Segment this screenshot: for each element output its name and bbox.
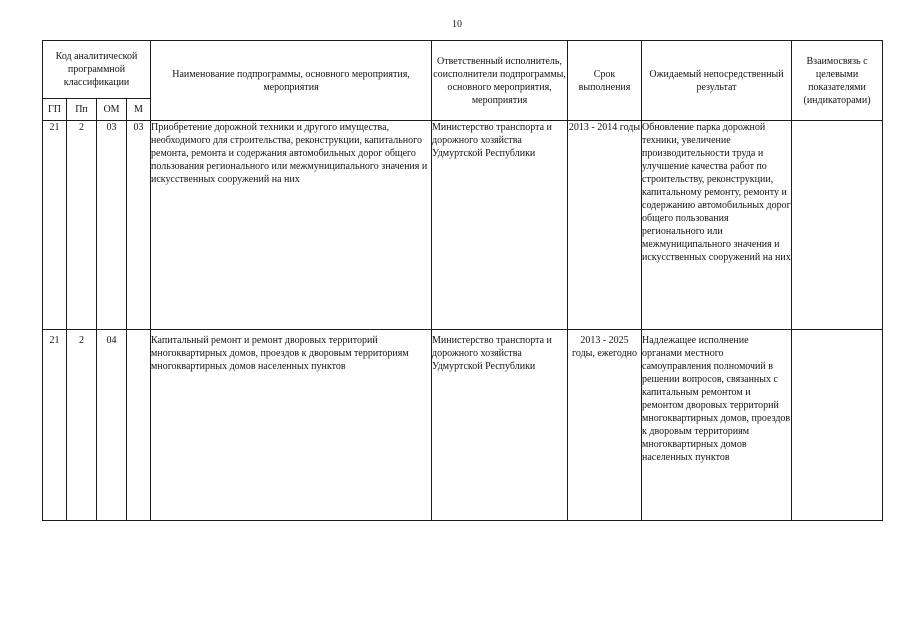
header-term: Срок выполнения [568,41,642,121]
cell-pp: 2 [67,121,97,330]
cell-om: 03 [97,121,127,330]
header-row [43,41,883,99]
cell-link [792,330,883,521]
table-row [43,121,883,330]
cell-m [127,330,151,521]
cell-result: Надлежащее исполнение органами местного самоуправления полномочий в решении вопросов, связанных с капитальным ремонтом и ремонтом дворовых территорий многоквартирных домов, проездов к дворовым территориям многоквартирных домов населенных пунктов [642,330,792,521]
cell-term: 2013 - 2014 годы [568,121,642,330]
header-link: Взаимосвязь с целевыми показателями (индикаторами) [792,41,883,121]
cell-responsible: Министерство транспорта и дорожного хозяйства Удмуртской Республики [432,330,568,521]
activities-table [42,40,883,521]
header-code-om: ОМ [97,99,127,121]
cell-result: Обновление парка дорожной техники, увеличение производительности труда и улучшение качества работ по строительству, реконструкции, капитальному ремонту, ремонту и содержанию автомобильных дорог общего пользования регионального или межмуниципального значения и искусственных сооружений на них [642,121,792,330]
cell-gp: 21 [43,330,67,521]
cell-pp: 2 [67,330,97,521]
cell-gp: 21 [43,121,67,330]
cell-name: Капитальный ремонт и ремонт дворовых территорий многоквартирных домов, проездов к дворовым территориям многоквартирных домов населенных пунктов [151,330,432,521]
header-responsible: Ответственный исполнитель, соисполнители подпрограммы, основного мероприятия, мероприятия [432,41,568,121]
header-name: Наименование подпрограммы, основного мероприятия, мероприятия [151,41,432,121]
cell-om: 04 [97,330,127,521]
cell-link [792,121,883,330]
header-code-m: М [127,99,151,121]
header-code-pp: Пп [67,99,97,121]
page-number: 10 [452,19,462,30]
cell-responsible: Министерство транспорта и дорожного хозяйства Удмуртской Республики [432,121,568,330]
cell-m: 03 [127,121,151,330]
header-code-gp: ГП [43,99,67,121]
header-code-group: Код аналитической программной классификации [43,41,151,99]
cell-term: 2013 - 2025 годы, ежегодно [568,330,642,521]
header-result: Ожидаемый непосредственный результат [642,41,792,121]
table-row [43,330,883,521]
cell-name: Приобретение дорожной техники и другого имущества, необходимого для строительства, реконструкции, капитального ремонта, ремонта и содержания автомобильных дорог общего пользования регионального или межмуниципального значения и искусственных сооружений на них [151,121,432,330]
